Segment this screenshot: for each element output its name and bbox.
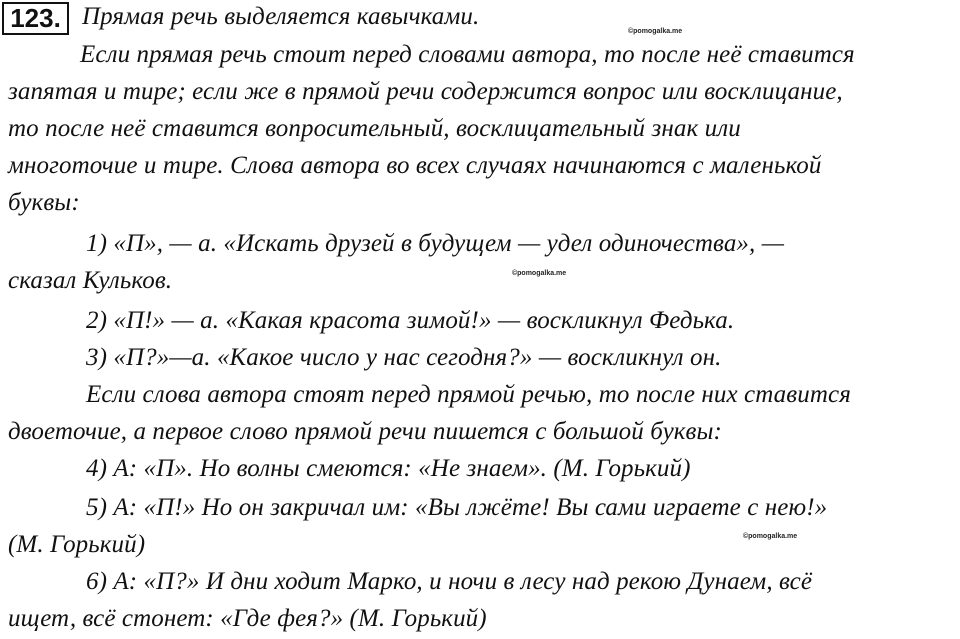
- watermark-3: ©pomogalka.me: [743, 533, 798, 540]
- watermark-1: ©pomogalka.me: [628, 28, 683, 35]
- text-line-5: многоточие и тире. Слова автора во всех случаях начинаются с маленькой: [8, 152, 822, 179]
- text-line-14: 5) А: «П!» Но он закричал им: «Вы лжёте! Вы сами играете с нею!»: [86, 494, 828, 521]
- text-line-17: ищет, всё стонет: «Где фея?» (М. Горький): [8, 605, 487, 632]
- text-line-1: Прямая речь выделяется кавычками.: [82, 3, 480, 30]
- text-line-16: 6) А: «П?» И дни ходит Марко, и ночи в лесу над рекою Дунаем, всё: [86, 568, 813, 595]
- text-line-2: Если прямая речь стоит перед словами автора, то после неё ставится: [80, 41, 855, 68]
- text-line-11: Если слова автора стоят перед прямой речью, то после них ставится: [86, 381, 851, 408]
- text-line-6: буквы:: [8, 189, 80, 216]
- text-line-7: 1) «П», — а. «Искать друзей в будущем — удел одиночества», —: [86, 230, 785, 257]
- text-line-10: 3) «П?»—а. «Какое число у нас сегодня?» — воскликнул он.: [86, 344, 722, 371]
- exercise-number: 123.: [2, 2, 69, 35]
- text-line-13: 4) А: «П». Но волны смеются: «Не знаем». (М. Горький): [86, 455, 691, 482]
- text-line-3: запятая и тире; если же в прямой речи содержится вопрос или восклицание,: [8, 78, 843, 105]
- watermark-2: ©pomogalka.me: [512, 270, 567, 277]
- text-line-9: 2) «П!» — а. «Какая красота зимой!» — воскликнул Федька.: [86, 307, 735, 334]
- text-line-15: (М. Горький): [8, 531, 146, 558]
- text-line-4: то после неё ставится вопросительный, восклицательный знак или: [8, 115, 741, 142]
- text-line-12: двоеточие, а первое слово прямой речи пишется с большой буквы:: [8, 418, 722, 445]
- text-line-8: сказал Кульков.: [8, 267, 173, 294]
